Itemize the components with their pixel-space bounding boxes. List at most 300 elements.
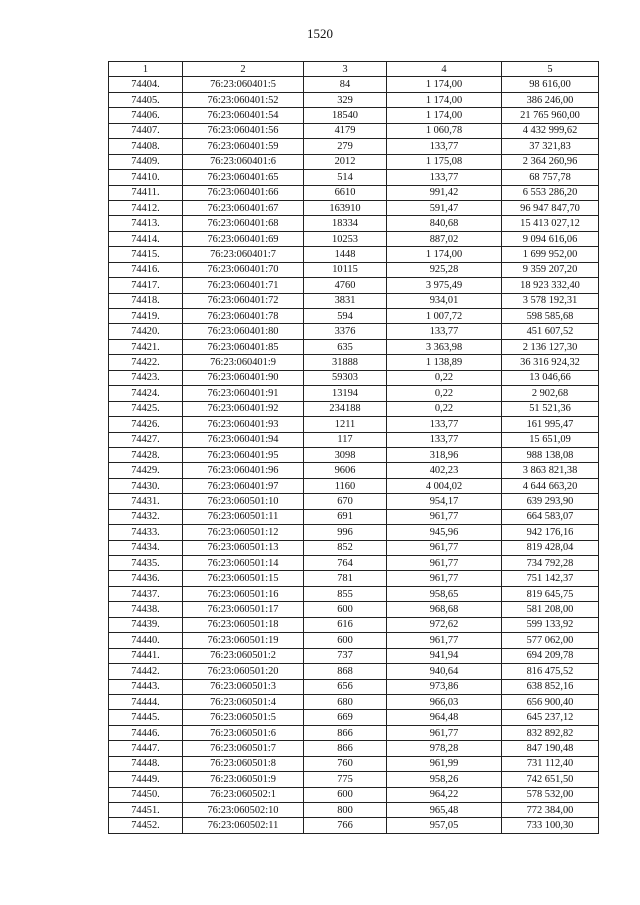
row-number-cell: 74422.	[109, 355, 183, 370]
cadastral-number-cell: 76:23:060401:7	[183, 247, 304, 262]
cadastral-value-cell: 733 100,30	[502, 818, 599, 833]
row-number-cell: 74430.	[109, 478, 183, 493]
specific-value-cell: 402,23	[387, 463, 502, 478]
row-number-cell: 74435.	[109, 556, 183, 571]
specific-value-cell: 973,86	[387, 679, 502, 694]
cadastral-value-cell: 751 142,37	[502, 571, 599, 586]
specific-value-cell: 1 007,72	[387, 309, 502, 324]
cadastral-number-cell: 76:23:060501:18	[183, 617, 304, 632]
table-row	[109, 694, 599, 709]
table-row	[109, 293, 599, 308]
row-number-cell: 74431.	[109, 494, 183, 509]
table-row	[109, 185, 599, 200]
specific-value-cell: 1 174,00	[387, 108, 502, 123]
table-row	[109, 355, 599, 370]
row-number-cell: 74425.	[109, 401, 183, 416]
specific-value-cell: 961,77	[387, 509, 502, 524]
table-row	[109, 92, 599, 107]
cadastral-number-cell: 76:23:060502:1	[183, 787, 304, 802]
area-cell: 737	[304, 648, 387, 663]
cadastral-number-cell: 76:23:060401:90	[183, 370, 304, 385]
cadastral-number-cell: 76:23:060401:94	[183, 432, 304, 447]
table-row	[109, 123, 599, 138]
table-row	[109, 339, 599, 354]
cadastral-value-cell: 36 316 924,32	[502, 355, 599, 370]
area-cell: 600	[304, 602, 387, 617]
area-cell: 594	[304, 309, 387, 324]
cadastral-value-cell: 96 947 847,70	[502, 200, 599, 215]
row-number-cell: 74427.	[109, 432, 183, 447]
specific-value-cell: 925,28	[387, 262, 502, 277]
area-cell: 852	[304, 540, 387, 555]
area-cell: 616	[304, 617, 387, 632]
cadastral-number-cell: 76:23:060502:11	[183, 818, 304, 833]
row-number-cell: 74449.	[109, 772, 183, 787]
specific-value-cell: 972,62	[387, 617, 502, 632]
area-cell: 329	[304, 92, 387, 107]
area-cell: 163910	[304, 200, 387, 215]
cadastral-number-cell: 76:23:060501:4	[183, 694, 304, 709]
specific-value-cell: 1 138,89	[387, 355, 502, 370]
cadastral-value-cell: 3 863 821,38	[502, 463, 599, 478]
cadastral-number-cell: 76:23:060501:6	[183, 725, 304, 740]
cadastral-value-cell: 4 432 999,62	[502, 123, 599, 138]
cadastral-number-cell: 76:23:060401:71	[183, 278, 304, 293]
area-cell: 3098	[304, 447, 387, 462]
row-number-cell: 74423.	[109, 370, 183, 385]
cadastral-value-cell: 4 644 663,20	[502, 478, 599, 493]
row-number-cell: 74436.	[109, 571, 183, 586]
area-cell: 6610	[304, 185, 387, 200]
specific-value-cell: 941,94	[387, 648, 502, 663]
specific-value-cell: 3 363,98	[387, 339, 502, 354]
cadastral-value-cell: 742 651,50	[502, 772, 599, 787]
specific-value-cell: 961,77	[387, 556, 502, 571]
cadastral-number-cell: 76:23:060501:14	[183, 556, 304, 571]
table-row	[109, 509, 599, 524]
cadastral-value-cell: 819 645,75	[502, 586, 599, 601]
table-row	[109, 494, 599, 509]
specific-value-cell: 961,77	[387, 540, 502, 555]
cadastral-number-cell: 76:23:060501:15	[183, 571, 304, 586]
cadastral-value-cell: 9 359 207,20	[502, 262, 599, 277]
area-cell: 600	[304, 633, 387, 648]
table-row	[109, 710, 599, 725]
cadastral-number-cell: 76:23:060501:13	[183, 540, 304, 555]
table-row	[109, 262, 599, 277]
table-row	[109, 803, 599, 818]
cadastral-number-cell: 76:23:060502:10	[183, 803, 304, 818]
specific-value-cell: 961,99	[387, 756, 502, 771]
area-cell: 996	[304, 525, 387, 540]
specific-value-cell: 133,77	[387, 170, 502, 185]
area-cell: 1211	[304, 417, 387, 432]
area-cell: 1160	[304, 478, 387, 493]
table-row	[109, 556, 599, 571]
cadastral-value-cell: 98 616,00	[502, 77, 599, 92]
specific-value-cell: 964,22	[387, 787, 502, 802]
table-row	[109, 432, 599, 447]
table-row	[109, 401, 599, 416]
area-cell: 691	[304, 509, 387, 524]
cadastral-number-cell: 76:23:060401:6	[183, 154, 304, 169]
area-cell: 866	[304, 741, 387, 756]
cadastral-value-cell: 581 208,00	[502, 602, 599, 617]
specific-value-cell: 0,22	[387, 401, 502, 416]
cadastral-value-cell: 37 321,83	[502, 139, 599, 154]
row-number-cell: 74412.	[109, 200, 183, 215]
table-row	[109, 664, 599, 679]
cadastral-number-cell: 76:23:060401:95	[183, 447, 304, 462]
row-number-cell: 74408.	[109, 139, 183, 154]
cadastral-value-cell: 161 995,47	[502, 417, 599, 432]
header-row	[109, 62, 599, 77]
cadastral-number-cell: 76:23:060401:56	[183, 123, 304, 138]
area-cell: 279	[304, 139, 387, 154]
area-cell: 4760	[304, 278, 387, 293]
cadastral-value-cell: 13 046,66	[502, 370, 599, 385]
cadastral-number-cell: 76:23:060401:91	[183, 386, 304, 401]
row-number-cell: 74414.	[109, 231, 183, 246]
row-number-cell: 74444.	[109, 694, 183, 709]
cadastral-number-cell: 76:23:060401:80	[183, 324, 304, 339]
cadastral-number-cell: 76:23:060501:17	[183, 602, 304, 617]
row-number-cell: 74418.	[109, 293, 183, 308]
cadastral-value-cell: 21 765 960,00	[502, 108, 599, 123]
specific-value-cell: 945,96	[387, 525, 502, 540]
cadastral-value-cell: 639 293,90	[502, 494, 599, 509]
specific-value-cell: 968,68	[387, 602, 502, 617]
row-number-cell: 74448.	[109, 756, 183, 771]
row-number-cell: 74439.	[109, 617, 183, 632]
area-cell: 117	[304, 432, 387, 447]
row-number-cell: 74426.	[109, 417, 183, 432]
row-number-cell: 74433.	[109, 525, 183, 540]
specific-value-cell: 957,05	[387, 818, 502, 833]
area-cell: 514	[304, 170, 387, 185]
specific-value-cell: 1 174,00	[387, 77, 502, 92]
row-number-cell: 74442.	[109, 664, 183, 679]
cadastral-number-cell: 76:23:060501:10	[183, 494, 304, 509]
cadastral-value-cell: 599 133,92	[502, 617, 599, 632]
table-row	[109, 741, 599, 756]
row-number-cell: 74417.	[109, 278, 183, 293]
page-number: 1520	[307, 26, 333, 41]
specific-value-cell: 4 004,02	[387, 478, 502, 493]
specific-value-cell: 1 174,00	[387, 92, 502, 107]
row-number-cell: 74429.	[109, 463, 183, 478]
row-number-cell: 74421.	[109, 339, 183, 354]
table-row	[109, 617, 599, 632]
specific-value-cell: 3 975,49	[387, 278, 502, 293]
cadastral-value-cell: 3 578 192,31	[502, 293, 599, 308]
specific-value-cell: 954,17	[387, 494, 502, 509]
row-number-cell: 74411.	[109, 185, 183, 200]
row-number-cell: 74440.	[109, 633, 183, 648]
area-cell: 9606	[304, 463, 387, 478]
cadastral-value-cell: 988 138,08	[502, 447, 599, 462]
row-number-cell: 74432.	[109, 509, 183, 524]
specific-value-cell: 961,77	[387, 633, 502, 648]
table-row	[109, 756, 599, 771]
cadastral-value-cell: 2 902,68	[502, 386, 599, 401]
specific-value-cell: 1 174,00	[387, 247, 502, 262]
area-cell: 600	[304, 787, 387, 802]
table-row	[109, 447, 599, 462]
cadastral-value-cell: 577 062,00	[502, 633, 599, 648]
cadastral-value-cell: 832 892,82	[502, 725, 599, 740]
cadastral-number-cell: 76:23:060501:12	[183, 525, 304, 540]
table-row	[109, 154, 599, 169]
cadastral-number-cell: 76:23:060501:7	[183, 741, 304, 756]
table-row	[109, 463, 599, 478]
specific-value-cell: 0,22	[387, 386, 502, 401]
cadastral-number-cell: 76:23:060401:65	[183, 170, 304, 185]
column-header: 3	[304, 62, 387, 77]
row-number-cell: 74415.	[109, 247, 183, 262]
table-row	[109, 725, 599, 740]
specific-value-cell: 133,77	[387, 139, 502, 154]
specific-value-cell: 318,96	[387, 447, 502, 462]
table-row	[109, 200, 599, 215]
area-cell: 766	[304, 818, 387, 833]
cadastral-number-cell: 76:23:060501:9	[183, 772, 304, 787]
area-cell: 10115	[304, 262, 387, 277]
column-header: 1	[109, 62, 183, 77]
row-number-cell: 74420.	[109, 324, 183, 339]
table-row	[109, 679, 599, 694]
row-number-cell: 74407.	[109, 123, 183, 138]
area-cell: 18540	[304, 108, 387, 123]
table-row	[109, 633, 599, 648]
row-number-cell: 74446.	[109, 725, 183, 740]
row-number-cell: 74450.	[109, 787, 183, 802]
cadastral-number-cell: 76:23:060401:5	[183, 77, 304, 92]
row-number-cell: 74434.	[109, 540, 183, 555]
area-cell: 855	[304, 586, 387, 601]
cadastral-number-cell: 76:23:060501:2	[183, 648, 304, 663]
row-number-cell: 74441.	[109, 648, 183, 663]
table-row	[109, 77, 599, 92]
cadastral-value-cell: 2 136 127,30	[502, 339, 599, 354]
cadastral-value-cell: 772 384,00	[502, 803, 599, 818]
cadastral-value-cell: 731 112,40	[502, 756, 599, 771]
specific-value-cell: 964,48	[387, 710, 502, 725]
specific-value-cell: 133,77	[387, 417, 502, 432]
specific-value-cell: 887,02	[387, 231, 502, 246]
table-row	[109, 648, 599, 663]
table-row	[109, 216, 599, 231]
cadastral-number-cell: 76:23:060401:78	[183, 309, 304, 324]
table-row	[109, 540, 599, 555]
cadastral-number-cell: 76:23:060401:9	[183, 355, 304, 370]
row-number-cell: 74405.	[109, 92, 183, 107]
area-cell: 234188	[304, 401, 387, 416]
cadastral-value-cell: 2 364 260,96	[502, 154, 599, 169]
cadastral-value-cell: 734 792,28	[502, 556, 599, 571]
area-cell: 670	[304, 494, 387, 509]
cadastral-number-cell: 76:23:060401:68	[183, 216, 304, 231]
area-cell: 680	[304, 694, 387, 709]
table-row	[109, 139, 599, 154]
cadastral-value-cell: 15 651,09	[502, 432, 599, 447]
cadastral-value-cell: 656 900,40	[502, 694, 599, 709]
table-row	[109, 478, 599, 493]
area-cell: 775	[304, 772, 387, 787]
table-row	[109, 247, 599, 262]
row-number-cell: 74428.	[109, 447, 183, 462]
cadastral-number-cell: 76:23:060401:52	[183, 92, 304, 107]
row-number-cell: 74447.	[109, 741, 183, 756]
table-row	[109, 170, 599, 185]
table-row	[109, 108, 599, 123]
area-cell: 3831	[304, 293, 387, 308]
area-cell: 635	[304, 339, 387, 354]
area-cell: 59303	[304, 370, 387, 385]
cadastral-value-cell: 68 757,78	[502, 170, 599, 185]
row-number-cell: 74438.	[109, 602, 183, 617]
cadastral-number-cell: 76:23:060401:96	[183, 463, 304, 478]
table-row	[109, 417, 599, 432]
cadastral-value-cell: 578 532,00	[502, 787, 599, 802]
specific-value-cell: 591,47	[387, 200, 502, 215]
cadastral-value-cell: 816 475,52	[502, 664, 599, 679]
specific-value-cell: 978,28	[387, 741, 502, 756]
table-row	[109, 787, 599, 802]
row-number-cell: 74404.	[109, 77, 183, 92]
row-number-cell: 74406.	[109, 108, 183, 123]
area-cell: 10253	[304, 231, 387, 246]
cadastral-value-cell: 51 521,36	[502, 401, 599, 416]
cadastral-value-cell: 638 852,16	[502, 679, 599, 694]
area-cell: 669	[304, 710, 387, 725]
cadastral-number-cell: 76:23:060401:66	[183, 185, 304, 200]
row-number-cell: 74419.	[109, 309, 183, 324]
specific-value-cell: 934,01	[387, 293, 502, 308]
column-header: 2	[183, 62, 304, 77]
table-row	[109, 386, 599, 401]
row-number-cell: 74410.	[109, 170, 183, 185]
row-number-cell: 74452.	[109, 818, 183, 833]
cadastral-number-cell: 76:23:060501:19	[183, 633, 304, 648]
cadastral-number-cell: 76:23:060401:69	[183, 231, 304, 246]
area-cell: 868	[304, 664, 387, 679]
specific-value-cell: 1 175,08	[387, 154, 502, 169]
cadastral-value-cell: 15 413 027,12	[502, 216, 599, 231]
cadastral-number-cell: 76:23:060501:20	[183, 664, 304, 679]
specific-value-cell: 961,77	[387, 725, 502, 740]
cadastral-value-cell: 819 428,04	[502, 540, 599, 555]
row-number-cell: 74443.	[109, 679, 183, 694]
cadastral-value-cell: 9 094 616,06	[502, 231, 599, 246]
row-number-cell: 74437.	[109, 586, 183, 601]
row-number-cell: 74451.	[109, 803, 183, 818]
column-header: 4	[387, 62, 502, 77]
row-number-cell: 74413.	[109, 216, 183, 231]
table-row	[109, 309, 599, 324]
specific-value-cell: 961,77	[387, 571, 502, 586]
table-row	[109, 818, 599, 833]
cadastral-number-cell: 76:23:060401:54	[183, 108, 304, 123]
cadastral-value-cell: 645 237,12	[502, 710, 599, 725]
specific-value-cell: 133,77	[387, 432, 502, 447]
specific-value-cell: 0,22	[387, 370, 502, 385]
row-number-cell: 74409.	[109, 154, 183, 169]
area-cell: 4179	[304, 123, 387, 138]
cadastral-number-cell: 76:23:060401:67	[183, 200, 304, 215]
table-row	[109, 571, 599, 586]
cadastral-number-cell: 76:23:060501:3	[183, 679, 304, 694]
area-cell: 764	[304, 556, 387, 571]
cadastral-value-cell: 386 246,00	[502, 92, 599, 107]
table-row	[109, 324, 599, 339]
specific-value-cell: 958,26	[387, 772, 502, 787]
cadastral-value-cell: 664 583,07	[502, 509, 599, 524]
cadastral-value-cell: 942 176,16	[502, 525, 599, 540]
specific-value-cell: 940,64	[387, 664, 502, 679]
cadastral-value-cell: 6 553 286,20	[502, 185, 599, 200]
area-cell: 1448	[304, 247, 387, 262]
cadastral-number-cell: 76:23:060401:59	[183, 139, 304, 154]
column-header: 5	[502, 62, 599, 77]
cadastral-number-cell: 76:23:060401:97	[183, 478, 304, 493]
specific-value-cell: 1 060,78	[387, 123, 502, 138]
cadastral-value-cell: 598 585,68	[502, 309, 599, 324]
cadastral-number-cell: 76:23:060401:85	[183, 339, 304, 354]
specific-value-cell: 991,42	[387, 185, 502, 200]
specific-value-cell: 840,68	[387, 216, 502, 231]
area-cell: 800	[304, 803, 387, 818]
specific-value-cell: 966,03	[387, 694, 502, 709]
cadastral-number-cell: 76:23:060501:11	[183, 509, 304, 524]
area-cell: 781	[304, 571, 387, 586]
row-number-cell: 74424.	[109, 386, 183, 401]
table-row	[109, 370, 599, 385]
cadastral-number-cell: 76:23:060401:92	[183, 401, 304, 416]
cadastral-value-cell: 694 209,78	[502, 648, 599, 663]
area-cell: 13194	[304, 386, 387, 401]
specific-value-cell: 958,65	[387, 586, 502, 601]
area-cell: 84	[304, 77, 387, 92]
cadastral-value-table	[108, 61, 599, 834]
cadastral-number-cell: 76:23:060501:5	[183, 710, 304, 725]
specific-value-cell: 133,77	[387, 324, 502, 339]
row-number-cell: 74416.	[109, 262, 183, 277]
cadastral-number-cell: 76:23:060501:8	[183, 756, 304, 771]
cadastral-value-cell: 847 190,48	[502, 741, 599, 756]
cadastral-number-cell: 76:23:060401:93	[183, 417, 304, 432]
area-cell: 18334	[304, 216, 387, 231]
cadastral-number-cell: 76:23:060401:72	[183, 293, 304, 308]
cadastral-value-cell: 18 923 332,40	[502, 278, 599, 293]
cadastral-number-cell: 76:23:060401:70	[183, 262, 304, 277]
cadastral-number-cell: 76:23:060501:16	[183, 586, 304, 601]
area-cell: 866	[304, 725, 387, 740]
specific-value-cell: 965,48	[387, 803, 502, 818]
table-row	[109, 602, 599, 617]
area-cell: 656	[304, 679, 387, 694]
cadastral-value-cell: 1 699 952,00	[502, 247, 599, 262]
area-cell: 31888	[304, 355, 387, 370]
area-cell: 3376	[304, 324, 387, 339]
area-cell: 2012	[304, 154, 387, 169]
table-row	[109, 231, 599, 246]
area-cell: 760	[304, 756, 387, 771]
table-row	[109, 772, 599, 787]
cadastral-value-cell: 451 607,52	[502, 324, 599, 339]
row-number-cell: 74445.	[109, 710, 183, 725]
table-row	[109, 278, 599, 293]
